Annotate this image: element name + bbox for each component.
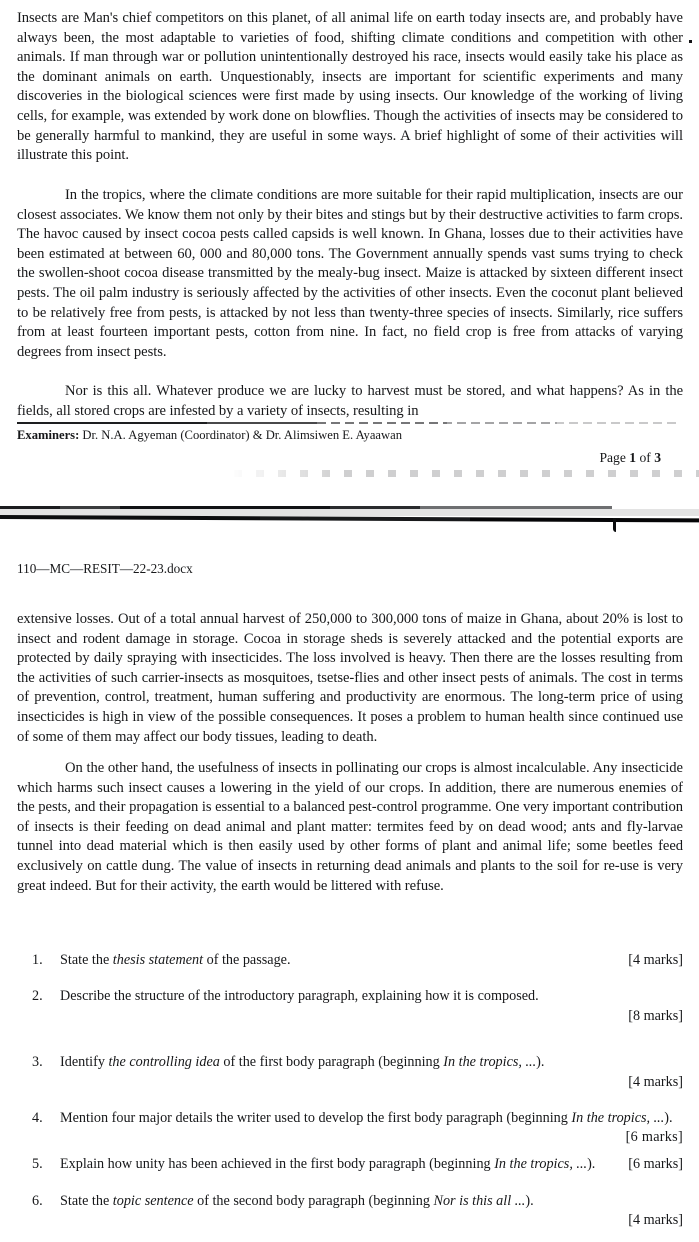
examiners-label: Examiners: [17, 428, 80, 442]
question-list [17, 951, 683, 1231]
question-number-3: 3. [32, 1054, 43, 1071]
question-item-4 [17, 1109, 683, 1146]
scan-smudge-artifact [0, 470, 699, 477]
question-text-2 [60, 987, 683, 1006]
question-item-1 [17, 951, 683, 970]
question-4-italic: In the tropics, ... [571, 1110, 665, 1127]
question-3-before: Identify [60, 1054, 109, 1071]
question-text-6 [60, 1192, 683, 1211]
question-3-after: of the first body paragraph (beginning [219, 1054, 444, 1071]
question-number-4: 4. [32, 1110, 43, 1127]
question-6-before: State the [60, 1192, 113, 1209]
question-item-5 [17, 1155, 683, 1174]
question-text-3 [60, 1053, 683, 1072]
question-item-3 [17, 1053, 683, 1092]
question-6-italic-2: Nor is this all ... [433, 1192, 526, 1209]
question-4-before: Mention four major details the writer used to develop the first body paragraph (beginning [60, 1110, 572, 1127]
page-indicator-middle: of [636, 450, 655, 465]
scanned-page-two [0, 533, 699, 1242]
question-text-4 [60, 1109, 683, 1146]
passage-paragraph-5: On the other hand, the usefulness of insects in pollinating our crops is almost incalculable. Any insecticide which harms such insect causes a lowering in the yield of our crops. In addition, there are numerous enemies of the pests, and their propagation is essential to a balanced pest-control programme. One very important contribution of insects is their feeding on dead animal and plant matter: termites feed by on dead wood; ants and fly-larvae tunnel into dead material which is then easily used by other forms of plant and animal life; some beetles feed exclusively on cattle dung. The value of insects in returning dead animals and plants to the soil for re-use is very great indeed. But for their activity, the earth would be littered with refuse. [17, 760, 683, 894]
page-indicator-prefix: Page [599, 450, 630, 465]
question-marks-3: [4 marks] [628, 1073, 683, 1090]
passage-paragraph-1-container [17, 9, 683, 166]
question-3-italic: the controlling idea [108, 1054, 220, 1071]
footer-divider-rule [17, 422, 679, 424]
examiners-names: Dr. N.A. Agyeman (Coordinator) & Dr. Alimsiwen E. Ayaawan [79, 428, 402, 442]
question-item-2 [17, 987, 683, 1026]
question-number-6: 6. [32, 1192, 43, 1209]
question-6-italic: topic sentence [112, 1192, 194, 1209]
question-number-2: 2. [32, 988, 43, 1005]
passage-paragraph-5-container [17, 759, 683, 896]
question-5-italic: In the tropics, ... [494, 1156, 588, 1173]
question-1-before: State the [60, 952, 113, 968]
question-5-after: ). [587, 1156, 596, 1173]
question-marks-2: [8 marks] [628, 1007, 683, 1024]
question-5-before: Explain how unity has been achieved in the first body paragraph (beginning [60, 1156, 495, 1173]
passage-paragraph-3: Nor is this all. Whatever produce we are lucky to harvest must be stored, and what happens? As in the fields, all stored crops are infested by a variety of insects, resulting in [17, 383, 683, 419]
scan-seam-divider [0, 505, 699, 533]
scanned-page-one [0, 0, 699, 505]
passage-paragraph-2: In the tropics, where the climate conditions are more suitable for their rapid multiplication, insects are our closest associates. We know them not only by their bites and stings but by their destructive activities to farm crops. The havoc caused by insect cocoa pests called capsids is well known. In Ghana, losses due to their activities have been estimated at between 60, 000 and 80,000 tons. The Government annually spends vast sums trying to check the swollen-shoot cocoa disease transmitted by the mealy-bug insect. Maize is attacked by sixteen different insect pests. The oil palm industry is seriously affected by the activities of other insects. Even the coconut plant believed to be relatively free from pests, is attacked by not less than twenty-three species of insects. Similarly, rice suffers from at least fourteen important pests, cotton from nine. In fact, no field crop is free from attacks of varying degrees from insect pests. [17, 187, 683, 360]
page-indicator [599, 449, 661, 466]
page-indicator-total: 3 [654, 450, 661, 465]
passage-paragraph-1: Insects are Man's chief competitors on this planet, of all animal life on earth today insects are, and probably have always been, the most adaptable to varieties of food, shifting climate conditions and competition with other animals. If man through war or pollution unintentionally destroyed his race, insects would easily take his place as the dominant animals on earth. Unquestionably, insects are important for scientific experiments and many discoveries in the biological sciences were first made by using insects. Our knowledge of the working of living cells, for example, was extended by work done on blowflies. Though the activities of insects may be considered to be generally harmful to mankind, they are useful in some ways. A brief highlight of some of their activities will illustrate this point. [17, 10, 683, 164]
question-marks-5: [6 marks] [628, 1156, 683, 1173]
scan-seam-dark-edge [0, 515, 699, 522]
question-text-1 [60, 951, 683, 970]
document-filename: 110—MC—RESIT—22-23.docx [17, 561, 193, 576]
question-text-5 [60, 1155, 683, 1174]
passage-paragraph-4-container [17, 610, 683, 747]
question-6-after: of the second body paragraph (beginning [193, 1192, 434, 1209]
question-2-before: Describe the structure of the introductory paragraph, explaining how it is composed. [60, 988, 539, 1005]
question-3-after-2: ). [536, 1054, 545, 1071]
question-1-after: of the passage. [203, 952, 291, 968]
question-1-italic: thesis statement [112, 952, 204, 968]
question-number-5: 5. [32, 1156, 43, 1173]
question-4-after: ). [664, 1110, 673, 1127]
question-marks-4: [6 marks] [625, 1129, 683, 1146]
scan-speck-artifact [689, 40, 692, 43]
passage-paragraph-3-container [17, 382, 683, 421]
scan-seam-hook-artifact [613, 518, 616, 532]
question-6-after-2: ). [525, 1192, 534, 1209]
question-3-italic-2: In the tropics, ... [443, 1054, 537, 1071]
question-marks-6: [4 marks] [628, 1212, 683, 1229]
question-marks-1: [4 marks] [628, 952, 683, 968]
examiners-line [17, 427, 402, 444]
passage-paragraph-4: extensive losses. Out of a total annual harvest of 250,000 to 300,000 tons of maize in Ghana, about 20% is lost to insect and rodent damage in storage. Cocoa in storage sheds is severely attacked and the potential exports are protected by daily spraying with insecticides. The loss involved is heavy. Then there are the losses resulting from the activities of such carrier-insects as mosquitoes, tsetse-flies and other insect pests of animals. The cost in terms of prevention, control, treatment, human suffering and productivity are enormous. The long-term price of using insecticides is high in view of the possible consequences. It poses a problem to human health since continued use of some of them may affect our body tissues, leading to death. [17, 611, 683, 745]
question-item-6 [17, 1192, 683, 1231]
page-indicator-current: 1 [629, 450, 637, 465]
question-number-1: 1. [32, 952, 43, 968]
passage-paragraph-2-container [17, 186, 683, 362]
